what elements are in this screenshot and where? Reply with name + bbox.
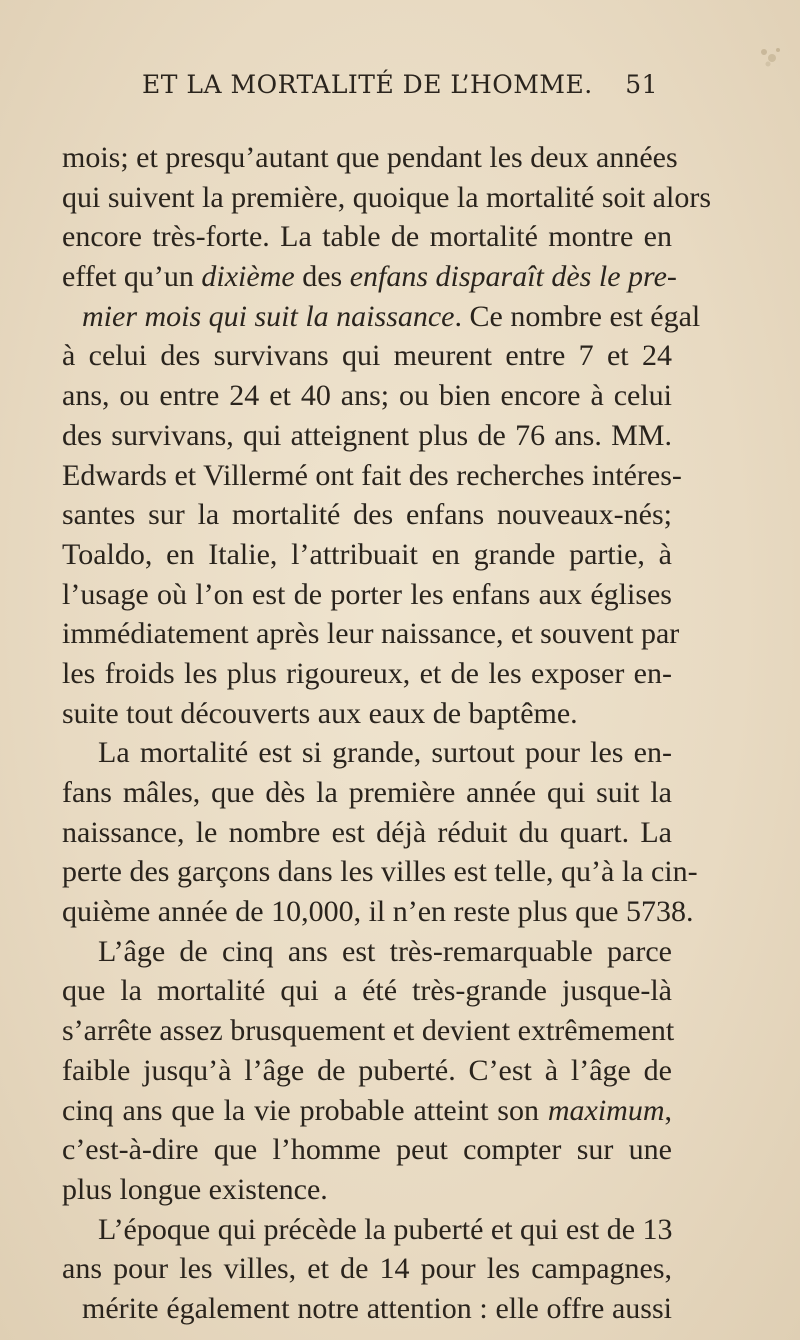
line-text: suite tout découverts aux eaux de baptême. [62, 696, 578, 730]
text-line [62, 495, 672, 535]
line-text: ans, ou entre 24 et 40 ans; ou bien encore à celui [62, 379, 672, 413]
text-line [62, 1210, 672, 1250]
italic-text: dixième [201, 260, 295, 294]
line-text: s’arrête assez brusquement et devient extrêmement [62, 1014, 675, 1048]
text-line [62, 336, 672, 376]
line-text: Edwards et Villermé ont fait des recherches intéres- [62, 458, 682, 492]
line-text: mérite également notre attention : elle offre aussi [82, 1291, 672, 1325]
text-line [62, 1091, 672, 1131]
line-text: , [664, 1093, 672, 1127]
line-text: ans pour les villes, et de 14 pour les campagnes, [62, 1252, 672, 1286]
text-line [62, 1051, 672, 1091]
line-text: L’âge de cinq ans est très-remarquable parce [98, 934, 672, 968]
italic-text: maximum [547, 1093, 665, 1127]
text-line [62, 178, 711, 218]
line-text: . Ce nombre est égal [454, 299, 701, 333]
text-line [62, 1170, 672, 1210]
line-text: à celui des survivans qui meurent entre 7 et 24 [62, 339, 672, 373]
text-line [62, 654, 672, 694]
line-text: Toaldo, en Italie, l’attribuait en grande partie, à [62, 537, 672, 571]
line-text: naissance, le nombre est déjà réduit du quart. La [62, 815, 672, 849]
text-line [62, 1011, 675, 1051]
line-text: L’époque qui précède la puberté et qui est de 13 [98, 1212, 673, 1246]
text-line [62, 456, 682, 496]
text-line [62, 138, 678, 178]
text-line [62, 932, 672, 972]
italic-text: enfans disparaît dès le pre- [349, 260, 677, 294]
text-line [62, 1289, 672, 1329]
line-text: c’est-à-dire que l’homme peut compter sur une [62, 1133, 672, 1167]
line-text: des [294, 260, 350, 294]
text-line [62, 257, 677, 297]
text-line [62, 773, 672, 813]
line-text: santes sur la mortalité des enfans nouveaux-nés; [62, 498, 672, 532]
line-text: qui suivent la première, quoique la mortalité soit alors [62, 180, 711, 214]
line-text: des survivans, qui atteignent plus de 76 ans. MM. [62, 418, 672, 452]
line-text: l’usage où l’on est de porter les enfans aux églises [62, 577, 672, 611]
line-text: faible jusqu’à l’âge de puberté. C’est à l’âge de [62, 1053, 672, 1087]
text-line [62, 1130, 672, 1170]
text-line [62, 217, 672, 257]
text-line [62, 416, 672, 456]
line-text: effet qu’un [62, 260, 202, 294]
text-line [62, 614, 680, 654]
line-text: que la mortalité qui a été très-grande jusque-là [62, 974, 672, 1008]
line-text: les froids les plus rigoureux, et de les exposer en- [62, 656, 672, 690]
line-text: plus longue existence. [62, 1172, 328, 1206]
text-line [62, 813, 672, 853]
line-text: cinq ans que la vie probable atteint son [62, 1093, 548, 1127]
line-text: encore très-forte. La table de mortalité montre en [62, 220, 672, 254]
text-line [62, 535, 672, 575]
text-line [62, 297, 701, 337]
line-text: quième année de 10,000, il n’en reste plus que 5738. [62, 895, 694, 929]
text-line [62, 376, 672, 416]
text-line [62, 852, 698, 892]
running-title: ET LA MORTALITÉ DE L’HOMME. [142, 70, 593, 99]
text-line [62, 733, 672, 773]
text-line [62, 892, 694, 932]
italic-text: mier mois qui suit la naissance [82, 299, 455, 333]
page-number: 51 [625, 70, 658, 99]
line-text: fans mâles, que dès la première année qui suit la [62, 776, 672, 809]
running-head [142, 70, 658, 110]
line-text: immédiatement après leur naissance, et souvent par [62, 617, 680, 651]
text-line [62, 1249, 672, 1289]
line-text: mois; et presqu’autant que pendant les deux années [62, 141, 678, 174]
line-text: La mortalité est si grande, surtout pour les en- [98, 736, 672, 770]
line-text: perte des garçons dans les villes est telle, qu’à la cin- [62, 855, 698, 889]
text-line [62, 694, 672, 734]
corner-stain-icon [752, 42, 786, 72]
body-text [62, 138, 711, 1329]
text-line [62, 575, 672, 615]
text-line [62, 971, 672, 1011]
